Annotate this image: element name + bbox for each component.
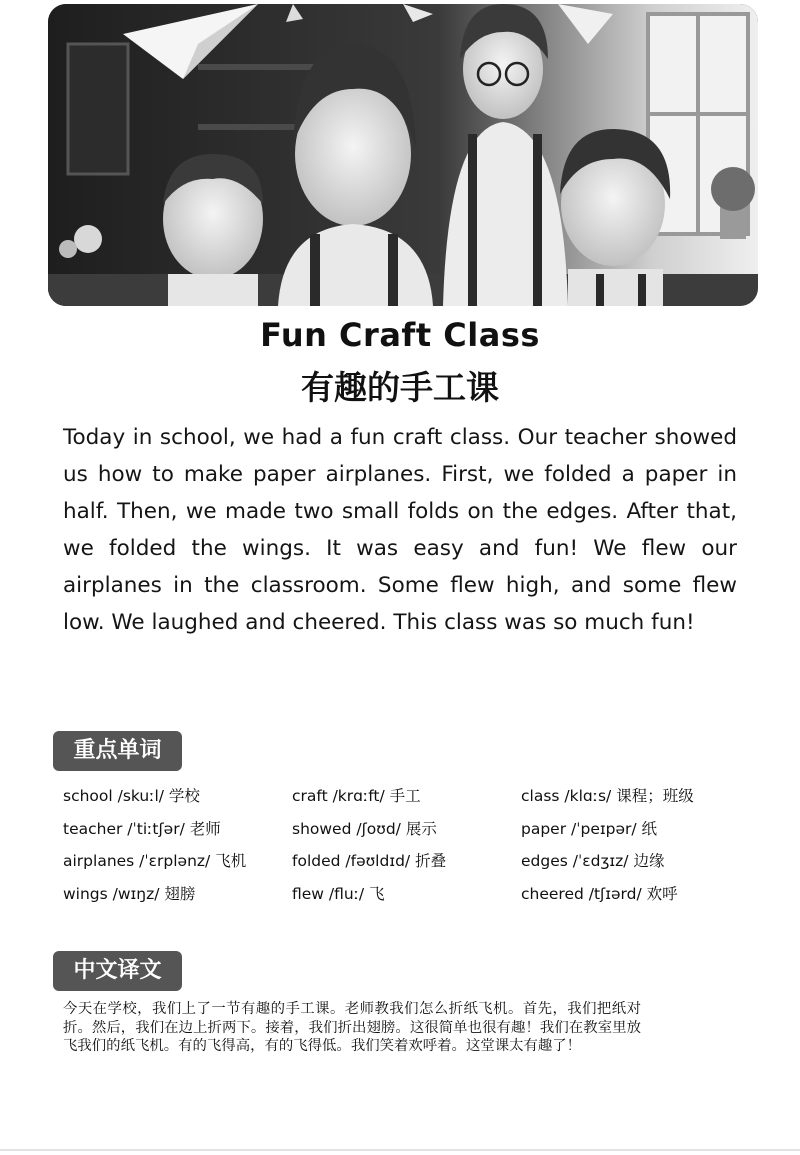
hero-illustration (48, 4, 758, 306)
vocab-item: class /klɑːs/ 课程；班级 (521, 787, 694, 805)
classroom-illustration (48, 4, 758, 306)
vocab-item: edges /ˈɛdʒɪz/ 边缘 (521, 852, 665, 870)
vocabulary-list (63, 782, 753, 912)
translation-heading: 中文译文 (53, 951, 182, 991)
vocabulary-heading: 重点单词 (53, 731, 182, 771)
translation-paragraph: 今天在学校，我们上了一节有趣的手工课。老师教我们怎么折纸飞机。首先，我们把纸对折。然后，我们在边上折两下。接着，我们折出翅膀。这很简单也很有趣！我们在教室里放飞我们的纸飞机。有的飞得高，有的飞得低。我们笑着欢呼着。这堂课太有趣了！ (63, 1001, 641, 1054)
vocab-item: school /skuːl/ 学校 (63, 787, 200, 805)
vocab-item: cheered /tʃɪərd/ 欢呼 (521, 884, 678, 903)
vocab-item: wings /wɪŋz/ 翅膀 (63, 884, 196, 903)
vocab-item: airplanes /ˈɛrplənz/ 飞机 (63, 852, 247, 870)
story-paragraph: Today in school, we had a fun craft class. Our teacher showed us how to make paper airplanes. First, we folded a paper in half. Then, we made two small folds on the edges. After that, we folded the wings. It was easy and fun! We flew our airplanes in the classroom. Some flew high, and some flew low. We laughed and cheered. This class was so much fun! (63, 425, 737, 635)
page-divider (0, 1149, 800, 1151)
vocab-item: teacher /ˈtiːtʃər/ 老师 (63, 819, 221, 838)
vocab-item: folded /fəʊldɪd/ 折叠 (292, 852, 447, 870)
vocab-item: flew /fluː/ 飞 (292, 884, 385, 903)
vocab-item: craft /krɑːft/ 手工 (292, 787, 421, 805)
vocab-item: showed /ʃoʊd/ 展示 (292, 819, 437, 838)
title-chinese: 有趣的手工课 (301, 368, 499, 407)
title-english: Fun Craft Class (260, 316, 540, 354)
vocab-item: paper /ˈpeɪpər/ 纸 (521, 819, 658, 838)
